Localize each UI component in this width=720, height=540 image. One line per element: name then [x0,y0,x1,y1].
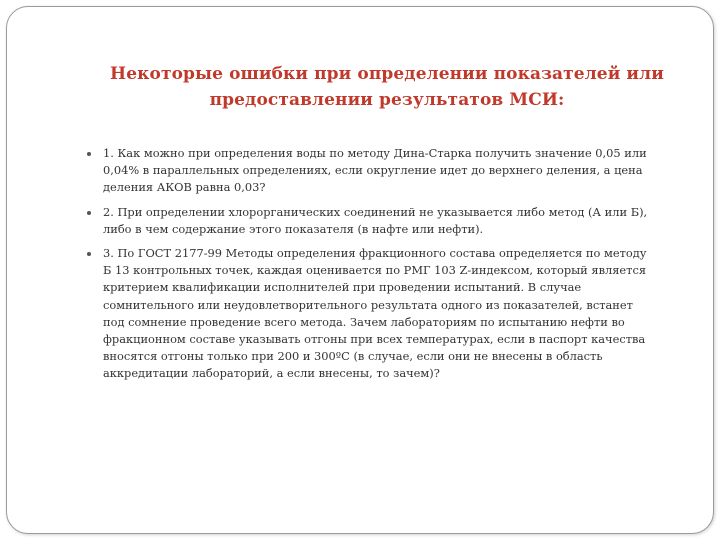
list-item-line: под сомнение проведение всего метода. Зачем лабораториям по испытанию нефти во [103,314,625,329]
list-item-line: деления АКОВ равна 0,03? [103,180,266,195]
bullet-icon [87,152,91,156]
list-item-line: 0,04% в параллельных определениях, если округление идет до верхнего деления, а цена [103,163,643,178]
list-item-line: либо в чем содержание этого показателя (в нафте или нефти). [103,221,484,236]
list-item-line: вносятся отгоны только при 200 и 300ºС (в случае, если они не внесены в область [103,349,603,364]
list-item [7,204,715,238]
bullet-list [7,145,715,390]
list-item-line: фракционном составе указывать отгоны при всех температурах, если в паспорт качества [103,332,646,347]
slide-title-line-1: Некоторые ошибки при определении показателей или [110,64,664,84]
bullet-icon [87,211,91,215]
list-item-line: сомнительного или неудовлетворительного результата одного из показателей, встанет [103,297,633,312]
list-item-line: Б 13 контрольных точек, каждая оценивается по РМГ 103 Z-индексом, который является [103,263,647,278]
list-item-line: 3. По ГОСТ 2177-99 Методы определения фракционного состава определяется по методу [103,246,647,261]
list-item-line: критерием квалификации исполнителей при проведении испытаний. В случае [103,280,582,295]
list-item-line: 2. При определении хлорорганических соединений не указывается либо метод (А или Б), [103,204,648,219]
list-item-line: аккредитации лабораторий, а если внесены, то зачем)? [103,366,440,381]
list-item-line: 1. Как можно при определения воды по методу Дина-Старка получить значение 0,05 или [103,146,647,160]
list-item [7,145,715,197]
slide-title [67,61,707,113]
bullet-icon [87,252,91,256]
slide-title-line-2: предоставлении результатов МСИ: [209,90,565,110]
slide-frame [6,6,714,534]
list-item [7,245,715,383]
